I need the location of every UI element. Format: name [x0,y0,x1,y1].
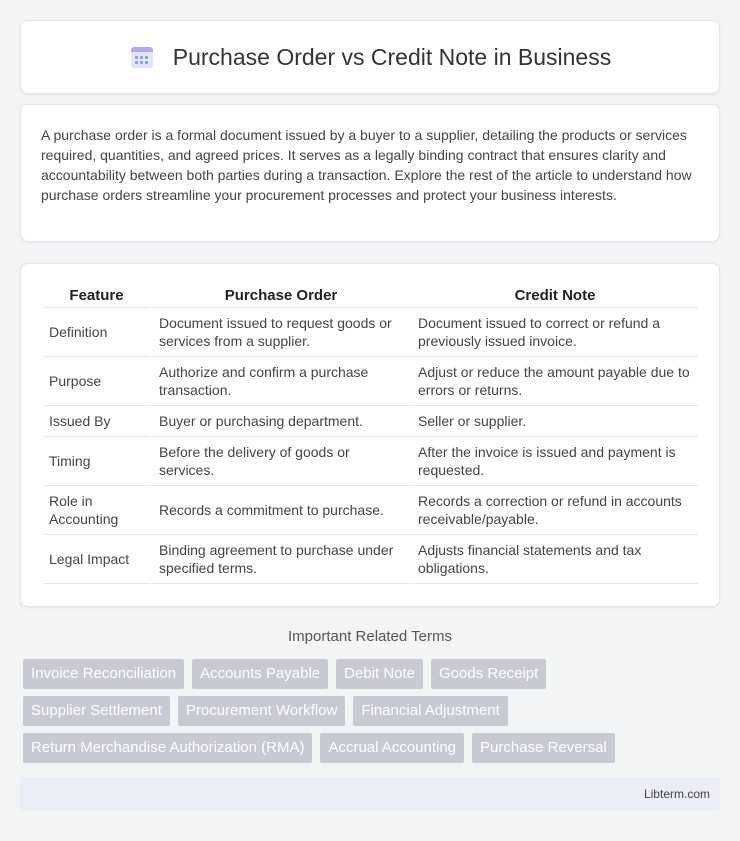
tag-row [23,696,723,726]
credit-note-cell: Adjust or reduce the amount payable due to errors or returns. [409,357,698,406]
header-credit-note: Credit Note [409,284,698,308]
purchase-order-cell: Binding agreement to purchase under specified terms. [150,535,409,584]
purchase-order-cell: Document issued to request goods or services from a supplier. [150,308,409,357]
footer-site-link[interactable]: Libterm.com [643,786,710,801]
header-feature: Feature [43,284,150,308]
header-purchase-order: Purchase Order [150,284,409,308]
tag-purchase-reversal[interactable]: Purchase Reversal [472,733,615,763]
document-icon [129,44,155,70]
tag-procurement-workflow[interactable]: Procurement Workflow [178,696,345,726]
purchase-order-cell: Records a commitment to purchase. [150,486,409,535]
tag-financial-adjustment[interactable]: Financial Adjustment [353,696,507,726]
tag-row [23,659,723,689]
comparison-table [43,284,698,584]
tag-debit-note[interactable]: Debit Note [336,659,423,689]
feature-cell: Definition [43,308,150,357]
tag-supplier-settlement[interactable]: Supplier Settlement [23,696,170,726]
tag-goods-receipt[interactable]: Goods Receipt [431,659,546,689]
title-card [20,20,720,94]
tag-accounts-payable[interactable]: Accounts Payable [192,659,328,689]
footer [20,777,720,810]
comparison-table-card [20,263,720,607]
intro-paragraph: A purchase order is a formal document issued by a buyer to a supplier, detailing the products or services required, quantities, and agreed prices. It serves as a legally binding contract that ensures clarity and accountability between both parties during a transaction. Explore the rest of the article to understand how purchase orders streamline your procurement processes and protect your business interests. [41,127,692,203]
credit-note-cell: Adjusts financial statements and tax obligations. [409,535,698,584]
table-row [43,406,698,437]
purchase-order-cell: Authorize and confirm a purchase transaction. [150,357,409,406]
purchase-order-cell: Before the delivery of goods or services. [150,437,409,486]
related-terms-title: Important Related Terms [288,628,452,645]
table-row [43,308,698,357]
feature-cell: Purpose [43,357,150,406]
tag-return-merchandise-authorization[interactable]: Return Merchandise Authorization (RMA) [23,733,312,763]
credit-note-cell: Records a correction or refund in accounts receivable/payable. [409,486,698,535]
purchase-order-cell: Buyer or purchasing department. [150,406,409,437]
table-row [43,486,698,535]
feature-cell: Role in Accounting [43,486,150,535]
feature-cell: Timing [43,437,150,486]
table-row [43,535,698,584]
related-terms-tags [23,659,723,770]
feature-cell: Legal Impact [43,535,150,584]
table-row [43,357,698,406]
title-wrap [129,44,611,71]
page-title: Purchase Order vs Credit Note in Business [172,43,612,70]
table-row [43,437,698,486]
credit-note-cell: Document issued to correct or refund a previously issued invoice. [409,308,698,357]
tag-row [23,733,723,763]
tag-accrual-accounting[interactable]: Accrual Accounting [320,733,464,763]
feature-cell: Issued By [43,406,150,437]
intro-card [20,104,720,242]
tag-invoice-reconciliation[interactable]: Invoice Reconciliation [23,659,184,689]
credit-note-cell: Seller or supplier. [409,406,698,437]
table-header-row [43,284,698,308]
credit-note-cell: After the invoice is issued and payment is requested. [409,437,698,486]
